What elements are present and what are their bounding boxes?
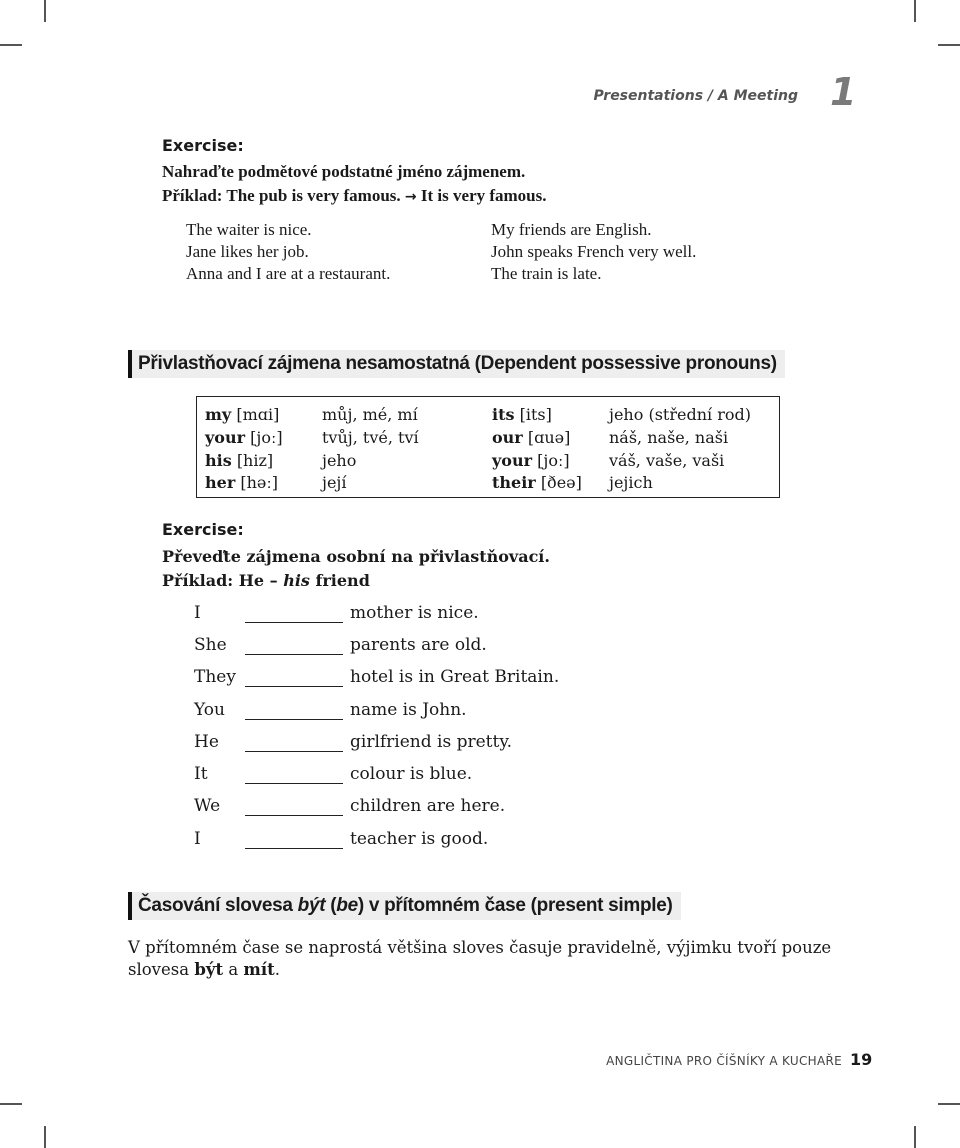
table-cell: jeho (střední rod) (609, 405, 751, 424)
exercise-label: Exercise: (162, 136, 244, 155)
fill-blank[interactable] (245, 719, 343, 720)
exercise-example (162, 186, 547, 206)
paragraph-line: V přítomném čase se naprostá většina sloves časuje pravidelně, výjimku tvoří pouze (128, 938, 832, 957)
fill-text: girlfriend is pretty. (350, 732, 513, 752)
table-cell: her [həː] (205, 473, 278, 492)
table-cell: můj, mé, mí (322, 405, 418, 424)
pronoun-table (196, 396, 780, 498)
exercise-instruction: Nahraďte podmětové podstatné jméno zájmenem. (162, 162, 526, 181)
fill-blank[interactable] (245, 751, 343, 752)
fill-blank[interactable] (245, 686, 343, 687)
section-heading: Časování slovesa být (be) v přítomném čase (present simple) (128, 892, 681, 920)
crop-mark (914, 0, 916, 22)
table-cell: your [joː] (205, 428, 283, 447)
section-heading: Přivlastňovací zájmena nesamostatná (Dependent possessive pronouns) (128, 350, 785, 378)
chapter-number: 1 (830, 70, 857, 114)
crop-mark (44, 0, 46, 22)
table-cell: his [hiz] (205, 451, 274, 470)
fill-subject: You (194, 700, 225, 720)
fill-subject: We (194, 796, 221, 816)
crop-mark (914, 1126, 916, 1148)
fill-blank[interactable] (245, 654, 343, 655)
emphasis-word: mít (243, 960, 275, 979)
page-number: 19 (850, 1050, 873, 1069)
table-cell: its [its] (492, 405, 552, 424)
running-head: Presentations / A Meeting (593, 88, 798, 104)
table-cell: její (322, 473, 347, 492)
table-cell: their [ðeə] (492, 473, 582, 492)
sentence-item: The waiter is nice. (186, 220, 312, 239)
fill-subject: I (194, 829, 201, 849)
fill-text: name is John. (350, 700, 467, 720)
table-cell: jejich (609, 473, 653, 492)
fill-subject: It (194, 764, 208, 784)
sentence-item: John speaks French very well. (491, 242, 697, 261)
exercise-instruction: Převeďte zájmena osobní na přivlastňovací. (162, 547, 550, 566)
sentence-item: Jane likes her job. (186, 242, 309, 261)
fill-text: children are here. (350, 796, 506, 816)
crop-mark (938, 1103, 960, 1105)
example-answer: It is very famous. (420, 186, 547, 205)
sentence-item: The train is late. (491, 264, 602, 283)
emphasis-word: být (194, 960, 224, 979)
fill-text: mother is nice. (350, 603, 479, 623)
table-cell: náš, naše, naši (609, 428, 729, 447)
sentence-item: My friends are English. (491, 220, 652, 239)
fill-blank[interactable] (245, 815, 343, 816)
table-cell: tvůj, tvé, tví (322, 428, 419, 447)
table-cell: my [mɑi] (205, 405, 280, 424)
table-cell: jeho (322, 451, 357, 470)
crop-mark (0, 1103, 22, 1105)
example-suffix: friend (315, 571, 370, 590)
example-prefix: Příklad: He – (162, 571, 278, 590)
exercise-example (162, 571, 370, 590)
fill-subject: I (194, 603, 201, 623)
table-cell: your [joː] (492, 451, 570, 470)
fill-text: teacher is good. (350, 829, 489, 849)
crop-mark (0, 44, 22, 46)
paragraph-line: slovesa být a mít. (128, 960, 281, 979)
fill-subject: She (194, 635, 227, 655)
table-cell: our [ɑuə] (492, 428, 571, 447)
fill-text: colour is blue. (350, 764, 473, 784)
fill-subject: They (194, 667, 236, 687)
example-italic: his (283, 571, 310, 590)
fill-subject: He (194, 732, 219, 752)
fill-blank[interactable] (245, 622, 343, 623)
sentence-item: Anna and I are at a restaurant. (186, 264, 391, 283)
crop-mark (938, 44, 960, 46)
fill-text: parents are old. (350, 635, 487, 655)
footer-book-title: ANGLIČTINA PRO ČÍŠNÍKY A KUCHAŘE (606, 1054, 842, 1068)
example-prefix: Příklad: The pub is very famous. (162, 186, 401, 205)
fill-blank[interactable] (245, 783, 343, 784)
fill-blank[interactable] (245, 848, 343, 849)
exercise-label: Exercise: (162, 520, 244, 539)
fill-text: hotel is in Great Britain. (350, 667, 560, 687)
arrow-icon: → (404, 189, 417, 205)
crop-mark (44, 1126, 46, 1148)
table-cell: váš, vaše, vaši (609, 451, 725, 470)
